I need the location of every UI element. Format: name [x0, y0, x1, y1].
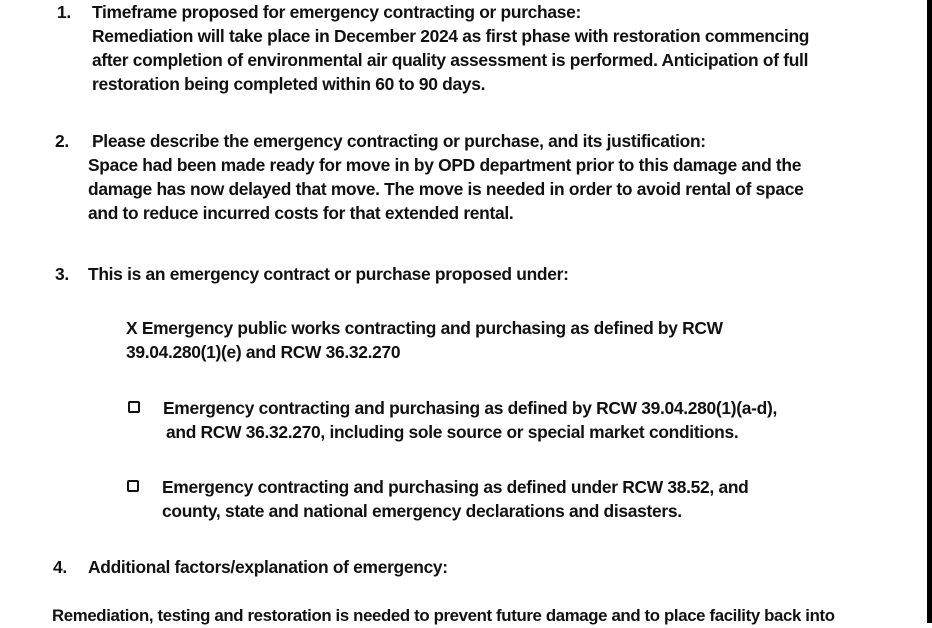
item-4-heading: Additional factors/explanation of emergency:	[88, 557, 448, 577]
item-1-heading: Timeframe proposed for emergency contracting or purchase:	[92, 2, 581, 22]
option-line: county, state and national emergency declarations and disasters.	[162, 501, 682, 521]
scan-edge	[927, 0, 932, 623]
option-line: and RCW 36.32.270, including sole source or special market conditions.	[166, 422, 739, 442]
checkbox-icon[interactable]	[128, 401, 140, 413]
item-1-line: after completion of environmental air quality assessment is performed. Anticipation of full	[92, 50, 809, 70]
item-2-number: 2.	[55, 131, 69, 151]
checkbox-icon[interactable]	[127, 480, 139, 492]
item-4-number: 4.	[53, 557, 67, 577]
item-3-number: 3.	[55, 264, 69, 284]
item-1-line: restoration being completed within 60 to 90 days.	[92, 74, 486, 94]
item-1-number: 1.	[57, 2, 71, 22]
item-2-line: Space had been made ready for move in by OPD department prior to this damage and the	[88, 155, 802, 175]
option-line: 39.04.280(1)(e) and RCW 36.32.270	[126, 342, 401, 362]
item-2-line: damage has now delayed that move. The move is needed in order to avoid rental of space	[88, 179, 804, 199]
item-2-line: and to reduce incurred costs for that extended rental.	[88, 203, 514, 223]
option-line: Emergency contracting and purchasing as defined under RCW 38.52, and	[162, 477, 749, 497]
item-2	[88, 129, 803, 225]
item-2-heading: Please describe the emergency contracting or purchase, and its justification:	[92, 131, 706, 151]
option-line: Emergency contracting and purchasing as defined by RCW 39.04.280(1)(a-d),	[163, 398, 777, 418]
option-declarations	[162, 475, 748, 523]
option-sole-source	[163, 396, 777, 444]
item-1-line: Remediation will take place in December 2024 as first phase with restoration commencing	[92, 26, 810, 46]
item-3-heading: This is an emergency contract or purchase proposed under:	[88, 264, 569, 284]
item-1	[92, 0, 809, 96]
option-public-works	[126, 316, 723, 364]
item-4-line: Remediation, testing and restoration is needed to prevent future damage and to place facility back into	[52, 606, 835, 625]
option-line: X Emergency public works contracting and purchasing as defined by RCW	[126, 318, 723, 338]
